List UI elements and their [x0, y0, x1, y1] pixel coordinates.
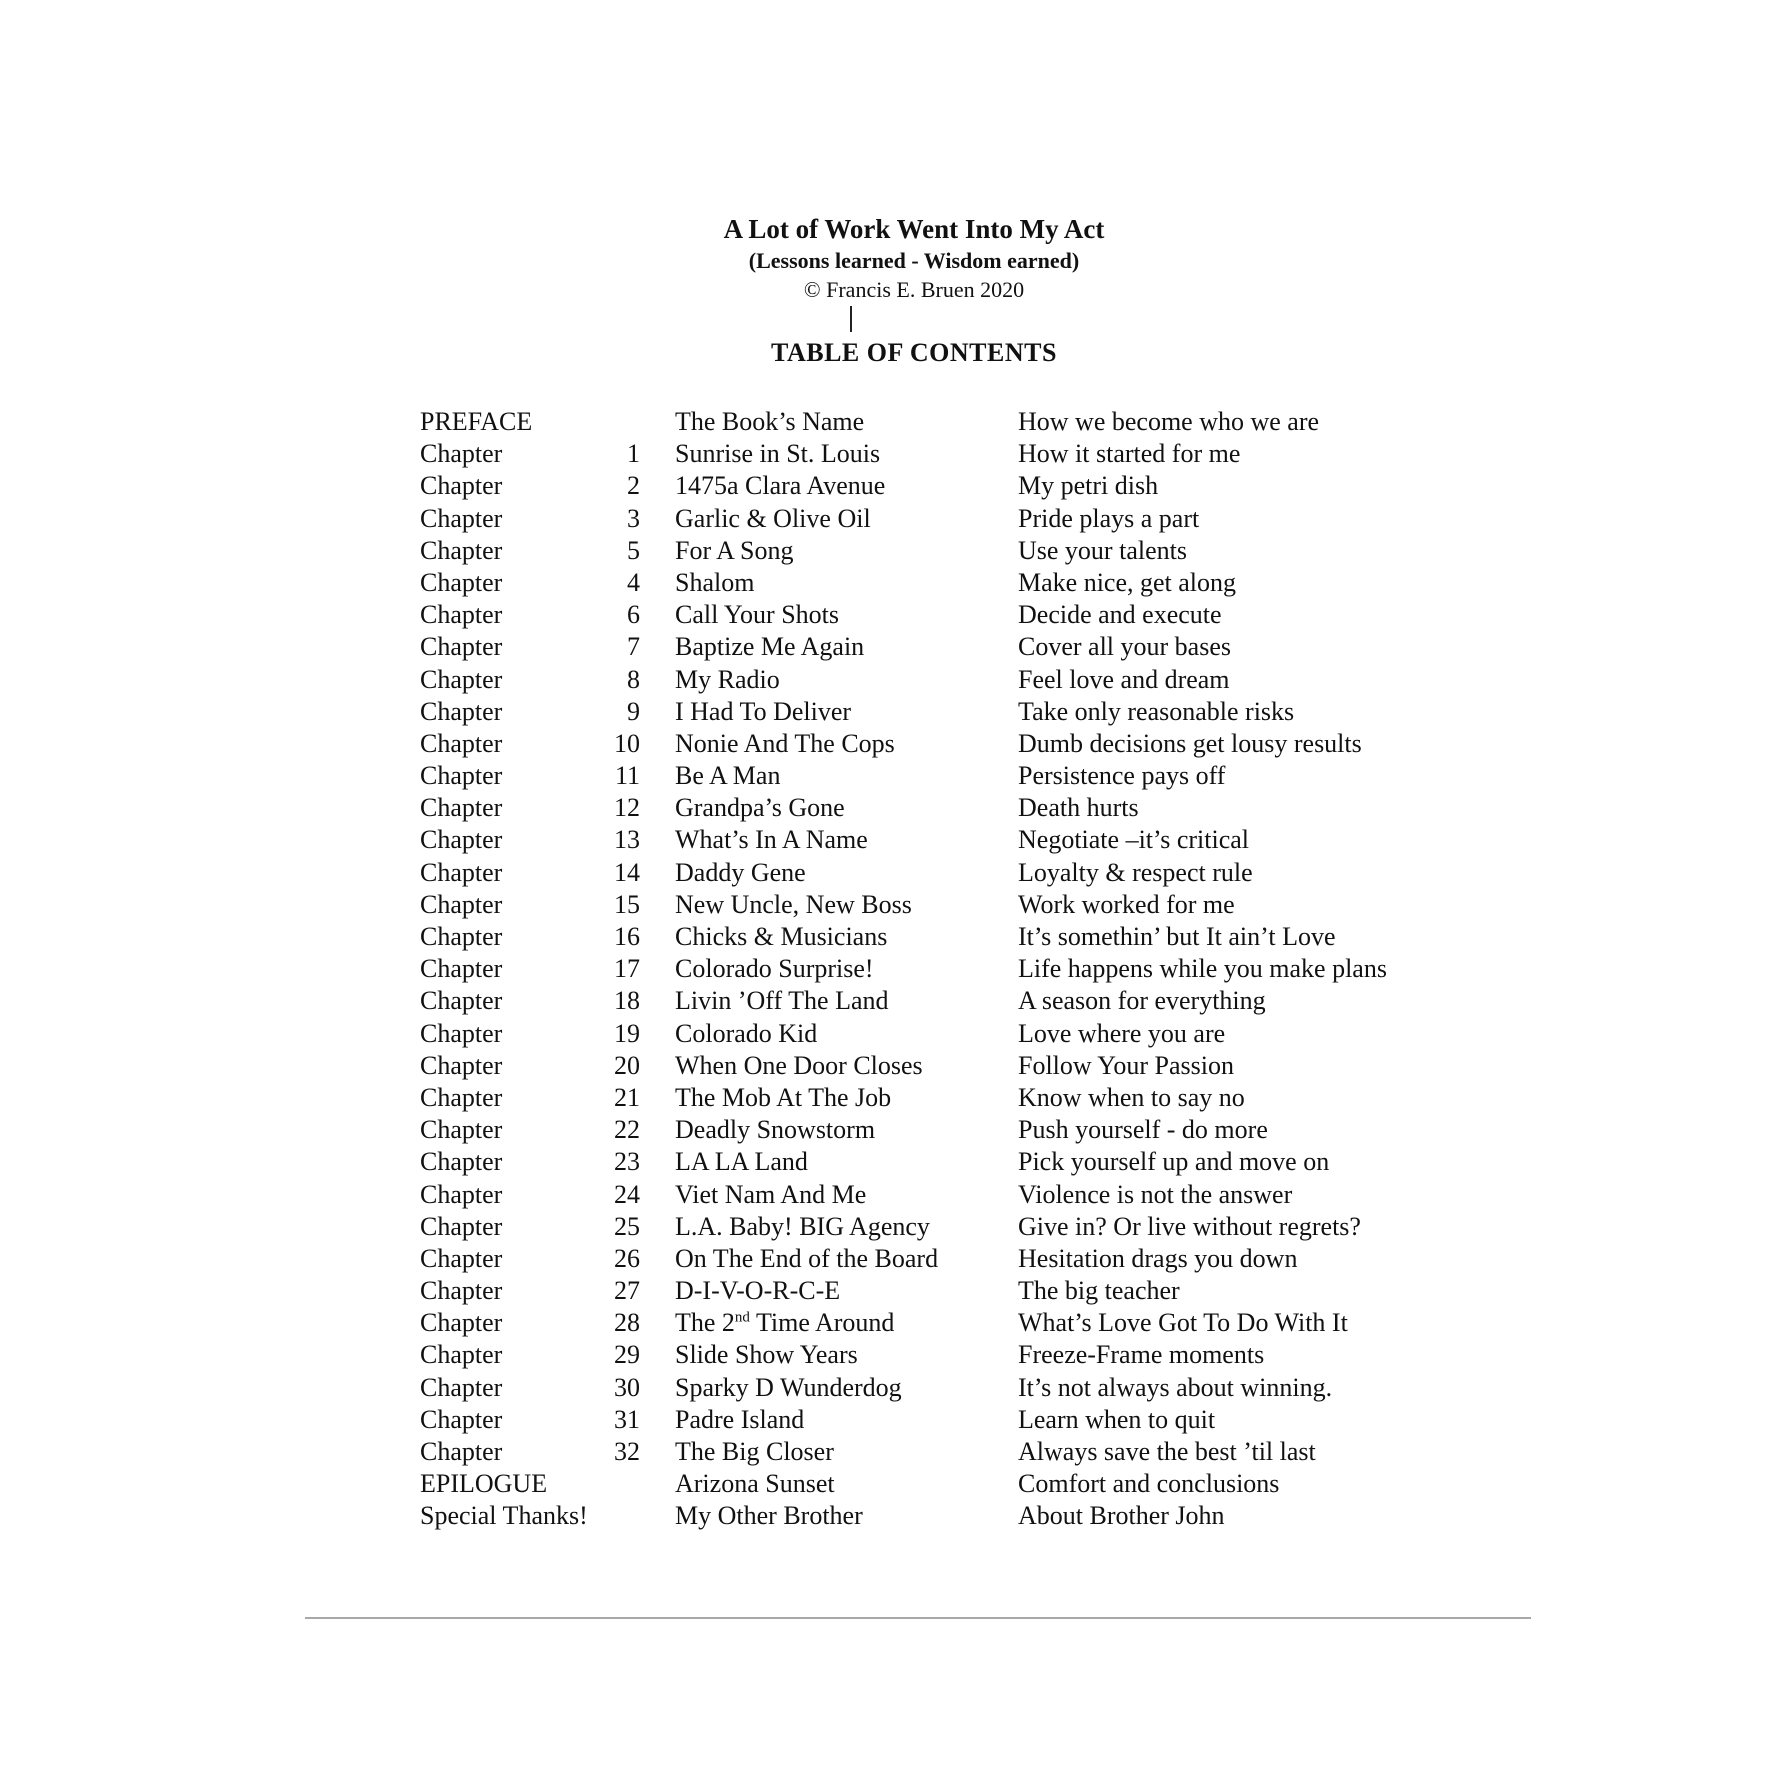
- toc-chapter-title-text: The Big Closer: [675, 1437, 834, 1466]
- toc-chapter-title: [675, 438, 880, 470]
- toc-lesson: Learn when to quit: [1018, 1404, 1216, 1434]
- toc-chapter-title-text: LA LA Land: [675, 1147, 808, 1177]
- toc-entry-label: Chapter: [420, 1308, 503, 1338]
- toc-chapter-title: [675, 889, 912, 921]
- toc-chapter-number: 14: [614, 857, 640, 887]
- toc-chapter-number: 18: [614, 986, 640, 1016]
- toc-heading: TABLE OF CONTENTS: [771, 338, 1057, 367]
- toc-chapter-title: [675, 535, 794, 567]
- toc-chapter-title-text: Colorado Kid: [675, 1018, 818, 1048]
- toc-chapter-title-text: Chicks & Musicians: [675, 922, 888, 951]
- toc-chapter-title: [675, 1082, 891, 1114]
- toc-chapter-title: [675, 599, 839, 631]
- toc-entry-label: Chapter: [420, 439, 503, 469]
- toc-entry-label: Chapter: [420, 825, 503, 855]
- toc-entry-label: Chapter: [420, 889, 503, 919]
- toc-chapter-title: [675, 1468, 835, 1500]
- toc-chapter-title: [675, 824, 868, 856]
- toc-chapter-number: 10: [614, 728, 640, 758]
- toc-chapter-number: 28: [614, 1308, 640, 1338]
- toc-entry-label: Chapter: [420, 1404, 503, 1434]
- toc-chapter-number: 2: [627, 471, 640, 501]
- toc-chapter-title-text: For A Song: [675, 535, 794, 565]
- toc-chapter-number: 15: [614, 889, 640, 919]
- toc-entry-label: Chapter: [420, 761, 503, 791]
- copyright-line: © Francis E. Bruen 2020: [803, 277, 1025, 302]
- toc-chapter-title: [675, 1500, 863, 1532]
- toc-chapter-title-text: Be A Man: [675, 761, 781, 791]
- toc-lesson: About Brother John: [1018, 1501, 1225, 1531]
- toc-chapter-number: 4: [627, 567, 640, 597]
- toc-entry-label: Chapter: [420, 664, 503, 694]
- toc-lesson: Give in? Or live without regrets?: [1018, 1211, 1361, 1241]
- toc-chapter-title: [675, 567, 754, 599]
- toc-chapter-title-text: Padre Island: [675, 1404, 805, 1434]
- toc-chapter-title-text: What’s In A Name: [675, 825, 868, 855]
- toc-chapter-title: [675, 664, 780, 696]
- toc-chapter-title-text: My Radio: [675, 664, 780, 694]
- toc-entry-label: Chapter: [420, 1050, 503, 1080]
- toc-entry-label: Chapter: [420, 632, 503, 662]
- toc-lesson: Take only reasonable risks: [1018, 696, 1295, 726]
- toc-chapter-title: [675, 1339, 858, 1371]
- toc-lesson: Pride plays a part: [1018, 503, 1200, 533]
- toc-entry-label: Chapter: [420, 1437, 503, 1466]
- toc-lesson: It’s somethin’ but It ain’t Love: [1018, 922, 1336, 951]
- toc-lesson: Use your talents: [1018, 535, 1187, 565]
- toc-chapter-title-text: Grandpa’s Gone: [675, 793, 845, 823]
- toc-chapter-title: [675, 792, 845, 824]
- toc-chapter-number: 17: [614, 954, 640, 984]
- toc-chapter-title-text-end: Time Around: [749, 1308, 895, 1338]
- toc-chapter-title-text: D-I-V-O-R-C-E: [675, 1276, 841, 1306]
- toc-chapter-title: [675, 953, 874, 985]
- toc-lesson: Push yourself - do more: [1018, 1115, 1268, 1145]
- toc-chapter-title: [675, 1211, 930, 1243]
- toc-lesson: Life happens while you make plans: [1018, 954, 1387, 984]
- toc-entry-label: Chapter: [420, 1243, 503, 1273]
- toc-lesson: Follow Your Passion: [1018, 1050, 1235, 1080]
- toc-chapter-number: 24: [614, 1179, 640, 1209]
- toc-entry-label: Chapter: [420, 1211, 503, 1241]
- toc-chapter-number: 21: [614, 1082, 640, 1112]
- toc-lesson: Freeze-Frame moments: [1018, 1340, 1265, 1370]
- vertical-mark: [850, 306, 852, 332]
- toc-chapter-title: [675, 1372, 902, 1404]
- toc-chapter-title-text: Shalom: [675, 567, 755, 597]
- toc-chapter-title-text: Garlic & Olive Oil: [675, 503, 871, 533]
- toc-chapter-title: [675, 696, 851, 728]
- toc-lesson: Always save the best ’til last: [1018, 1437, 1316, 1466]
- toc-chapter-title: [675, 503, 871, 535]
- toc-lesson: Death hurts: [1018, 793, 1139, 823]
- toc-chapter-title: [675, 631, 864, 663]
- toc-chapter-number: 19: [614, 1018, 640, 1048]
- toc-chapter-title: [675, 1436, 834, 1468]
- footer-divider: [305, 1617, 1531, 1619]
- toc-lesson: Decide and execute: [1018, 600, 1222, 630]
- book-subtitle: (Lessons learned - Wisdom earned): [748, 248, 1080, 273]
- book-title: A Lot of Work Went Into My Act: [723, 214, 1105, 244]
- toc-chapter-title: [675, 1275, 840, 1307]
- toc-chapter-title-text: Livin ’Off The Land: [675, 986, 889, 1016]
- toc-entry-label: Chapter: [420, 922, 503, 951]
- toc-chapter-title-text: Slide Show Years: [675, 1340, 858, 1370]
- toc-entry-label: Chapter: [420, 567, 503, 597]
- toc-lesson: It’s not always about winning.: [1018, 1372, 1333, 1402]
- toc-chapter-number: 8: [627, 664, 640, 694]
- toc-chapter-number: 25: [614, 1211, 640, 1241]
- toc-entry-label: Chapter: [420, 1147, 503, 1177]
- toc-entry-label: PREFACE: [420, 407, 533, 436]
- toc-chapter-title: [675, 921, 887, 953]
- toc-chapter-number: 9: [627, 696, 640, 726]
- toc-chapter-number: 27: [614, 1276, 640, 1306]
- toc-chapter-number: 16: [614, 922, 640, 951]
- toc-chapter-title-text: I Had To Deliver: [675, 696, 852, 726]
- toc-lesson: Cover all your bases: [1018, 632, 1232, 662]
- toc-chapter-title: [675, 857, 806, 889]
- toc-chapter-number: 29: [614, 1340, 640, 1370]
- toc-chapter-title: [675, 1018, 817, 1050]
- toc-chapter-title-text: Nonie And The Cops: [675, 728, 895, 758]
- toc-chapter-title-text: Daddy Gene: [675, 857, 806, 887]
- toc-entry-label: Chapter: [420, 1276, 503, 1306]
- toc-chapter-title-text: Sparky D Wunderdog: [675, 1372, 902, 1402]
- toc-lesson: Love where you are: [1018, 1018, 1226, 1048]
- toc-lesson: Dumb decisions get lousy results: [1018, 728, 1362, 758]
- toc-lesson: Feel love and dream: [1018, 664, 1230, 694]
- toc-chapter-number: 7: [627, 632, 640, 662]
- toc-chapter-title: [675, 1146, 808, 1178]
- toc-entry-label: Chapter: [420, 1018, 503, 1048]
- toc-chapter-number: 23: [614, 1147, 640, 1177]
- toc-lesson: How it started for me: [1018, 439, 1241, 469]
- toc-entry-label: Chapter: [420, 535, 503, 565]
- toc-entry-label: EPILOGUE: [420, 1469, 548, 1499]
- toc-lesson: Know when to say no: [1018, 1082, 1245, 1112]
- toc-chapter-title-text: Baptize Me Again: [675, 632, 865, 662]
- toc-chapter-title-text: On The End of the Board: [675, 1243, 939, 1273]
- toc-chapter-number: 6: [627, 600, 640, 630]
- toc-entry-label: Chapter: [420, 857, 503, 887]
- toc-entry-label: Chapter: [420, 600, 503, 630]
- toc-lesson: A season for everything: [1018, 986, 1266, 1016]
- toc-chapter-number: 26: [614, 1243, 640, 1273]
- toc-chapter-title: [675, 760, 780, 792]
- toc-chapter-title: [675, 1179, 866, 1211]
- toc-entry-label: Chapter: [420, 1372, 503, 1402]
- toc-chapter-number: 30: [614, 1372, 640, 1402]
- toc-chapter-number: 32: [614, 1437, 640, 1466]
- toc-chapter-title-text: New Uncle, New Boss: [675, 889, 912, 919]
- toc-chapter-title: [675, 1243, 938, 1275]
- toc-chapter-number: 22: [614, 1115, 640, 1145]
- toc-entry-label: Chapter: [420, 1340, 503, 1370]
- toc-chapter-number: 20: [614, 1050, 640, 1080]
- toc-lesson: Make nice, get along: [1018, 567, 1237, 597]
- toc-chapter-title-text: My Other Brother: [675, 1501, 863, 1531]
- toc-chapter-title: [675, 1050, 923, 1082]
- toc-lesson: The big teacher: [1018, 1276, 1180, 1306]
- toc-lesson: My petri dish: [1018, 471, 1159, 501]
- toc-chapter-title: [675, 985, 888, 1017]
- toc-chapter-number: 13: [614, 825, 640, 855]
- toc-chapter-title: [675, 406, 864, 438]
- toc-lesson: Pick yourself up and move on: [1018, 1147, 1330, 1177]
- toc-chapter-title: [675, 1307, 894, 1339]
- toc-entry-label: Chapter: [420, 1082, 503, 1112]
- toc-lesson: Comfort and conclusions: [1018, 1469, 1280, 1499]
- toc-lesson: Violence is not the answer: [1018, 1179, 1293, 1209]
- toc-chapter-title-text: Viet Nam And Me: [675, 1179, 867, 1209]
- toc-chapter-title-text: Arizona Sunset: [675, 1469, 835, 1499]
- toc-entry-label: Chapter: [420, 503, 503, 533]
- document-header: [0, 212, 1776, 370]
- toc-chapter-title-text: The Book’s Name: [675, 407, 865, 436]
- toc-lesson: How we become who we are: [1018, 407, 1320, 436]
- toc-chapter-number: 31: [614, 1404, 640, 1434]
- toc-lesson: Negotiate –it’s critical: [1018, 825, 1250, 855]
- toc-chapter-title-text: When One Door Closes: [675, 1050, 923, 1080]
- toc-entry-label: Chapter: [420, 728, 503, 758]
- toc-chapter-title: [675, 728, 895, 760]
- toc-entry-label: Chapter: [420, 986, 503, 1016]
- toc-chapter-title-text: 1475a Clara Avenue: [675, 471, 886, 501]
- toc-lesson: Work worked for me: [1018, 889, 1235, 919]
- toc-chapter-number: 3: [627, 503, 640, 533]
- toc-chapter-title-text: Colorado Surprise!: [675, 954, 874, 984]
- toc-lesson: Hesitation drags you down: [1018, 1243, 1298, 1273]
- toc-chapter-title: [675, 470, 885, 502]
- toc-lesson: What’s Love Got To Do With It: [1018, 1308, 1348, 1338]
- toc-chapter-number: 12: [614, 793, 640, 823]
- toc-chapter-number: 5: [627, 535, 640, 565]
- toc-entry-label: Special Thanks!: [420, 1501, 588, 1531]
- toc-chapter-title-text: L.A. Baby! BIG Agency: [675, 1211, 930, 1241]
- toc-entry-label: Chapter: [420, 471, 503, 501]
- toc-chapter-title-superscript: nd: [734, 1309, 750, 1326]
- toc-entry-label: Chapter: [420, 696, 503, 726]
- toc-chapter-number: 11: [614, 761, 640, 791]
- toc-chapter-title-text: Sunrise in St. Louis: [675, 439, 881, 469]
- toc-entry-label: Chapter: [420, 1179, 503, 1209]
- toc-chapter-title-text: The 2: [675, 1308, 735, 1338]
- toc-entry-label: Chapter: [420, 1115, 503, 1145]
- toc-chapter-title: [675, 1114, 875, 1146]
- toc-chapter-title-text: Deadly Snowstorm: [675, 1115, 876, 1145]
- toc-entry-label: Chapter: [420, 793, 503, 823]
- toc-chapter-title: [675, 1404, 804, 1436]
- toc-lesson: Persistence pays off: [1018, 761, 1226, 791]
- toc-chapter-title-text: Call Your Shots: [675, 600, 839, 630]
- toc-chapter-title-text: The Mob At The Job: [675, 1082, 892, 1112]
- toc-chapter-number: 1: [627, 439, 640, 469]
- toc-lesson: Loyalty & respect rule: [1018, 857, 1253, 887]
- toc-entry-label: Chapter: [420, 954, 503, 984]
